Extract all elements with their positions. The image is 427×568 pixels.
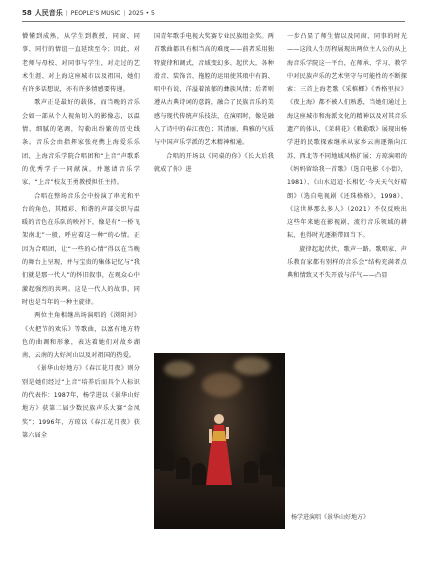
paragraph: 一步凸显了师生情以及同窗、同事的时光——这段人生历程展现出两位主人公的从上海音乐学院这一平台，在师承、学习、教学中对民族声乐的艺术坚守与可能性的不断探索：三首上海老歌《采槟榔》《香格里拉》《夜上海》都不被人们熟悉，当她们通过上海这座城市和海派文化的精神以及对其音乐遗产的体认，《茉莉花》《敕勒歌》展现出杨学进的民歌探索继承从家乡云南逐渐向江苏、西北等不同地域风格扩展；方琼演唱的《妈妈留给我一首歌》（选自电影《小街》，1981）、《山水迢迢·长相忆·今天天气好晴朗》（选自电视剧《还珠格格》，1998）、《这世界那么多人》（2021）不仅反映出这些年来她在影视剧、流行音乐领域的耕耘，也得时光逐渐带回当下。 bbox=[287, 33, 407, 240]
photo-caption: 杨学进演唱《景华山好地方》 bbox=[291, 514, 370, 521]
singer-figure bbox=[206, 411, 232, 485]
paragraph: 旋律起起伏伏，歌声一路。歌唱家、声乐教育家都有别样的音乐会“结构充满者点典和情致又不失开放与洋气——凸显 bbox=[287, 245, 407, 280]
paragraph: 国青年歌手电视大奖赛专业民族组金奖。两首歌曲都具有相当高的难度——前者采用独特旋律和调式，音域变幻多、起伏大，各种滑音、装饰音、拖腔的运用使其琅中有韵、唱中有说，洋溢着浓郁的彝族风情；后者则遵从古典诗词的意韵，融合了民族音乐的美感与现代传统声乐技法，在演唱时，像是融入了诗中的春江夜色；其清丽、典雅的气质与中国声乐学派的艺术精神相通。 bbox=[154, 33, 274, 147]
text-column-2 bbox=[154, 30, 274, 360]
magazine-english-title: PEOPLE'S MUSIC bbox=[70, 9, 121, 17]
header-separator: | bbox=[123, 9, 126, 17]
header-separator: | bbox=[65, 9, 68, 17]
page-header bbox=[22, 6, 405, 20]
paragraph: 懵懂到成熟，从学生到教授，同窗、同事、同行的情谊一直延续至今；因此，对老师与母校、对同事与学生，对走过的艺术生涯、对上海这座城市以及祖国，她们有许多话想说，亦有许多情感要传递。 bbox=[22, 33, 140, 94]
text-column-3 bbox=[287, 30, 407, 360]
magazine-title: 人民音乐 bbox=[34, 8, 63, 17]
paragraph: 歌声正是最好的载体，而当晚的音乐会如一部从个人视角切入的影像志，以温情、细腻的笔调，勾勒出纷繁的历史线条。音乐会由指挥家张亮携上海爱乐乐团、上海音乐学院合唱团和“上音”声歌系的优秀学子一同献演，并邀请音乐学家、“上音”校友王勇教授担任主持。 bbox=[22, 99, 140, 187]
text-column-1 bbox=[22, 30, 140, 560]
concert-photo bbox=[154, 353, 285, 529]
issue-number: 2025 • 5 bbox=[128, 9, 155, 17]
page-number: 58 bbox=[22, 9, 32, 17]
paragraph: 两位主角相继出场演唱的《浏阳河》《火把节的欢乐》等歌曲，以富有地方特色的曲调和形象，表达着她们对故乡湖南、云南的大好河山以及对祖国的热爱。 bbox=[22, 312, 140, 360]
paragraph: 合唱在整场音乐会中扮演了串光和平台的角色，其精彩、和谐的声部交织与温暖的音色在乐队的映衬下，像是有“一桥飞架南北”一般，呼应着这一种“的心情。正因为合唱团，让“一些的心情”得以在当晚的舞台上呈现，并与宝贵的集体记忆与“我们就是那一代人”的怀旧叙事，在观众心中激起强烈的共鸣。这是一代人的故事，同时也是当年的一种主旋律。 bbox=[22, 192, 140, 306]
header-rule bbox=[22, 21, 405, 22]
paragraph: 合唱的开场以《同桌的你》《长大后我就成了你》进 bbox=[154, 152, 274, 173]
paragraph: 《景华山好地方》《春江花月夜》则分别是她们经过“上音”培养后而具个人标识的代表作：1987年，杨学进以《景华山好地方》获第二届少数民族声乐大赛“金凤奖”；1996年，方琼以《春江花月夜》获第六届全 bbox=[22, 365, 140, 439]
